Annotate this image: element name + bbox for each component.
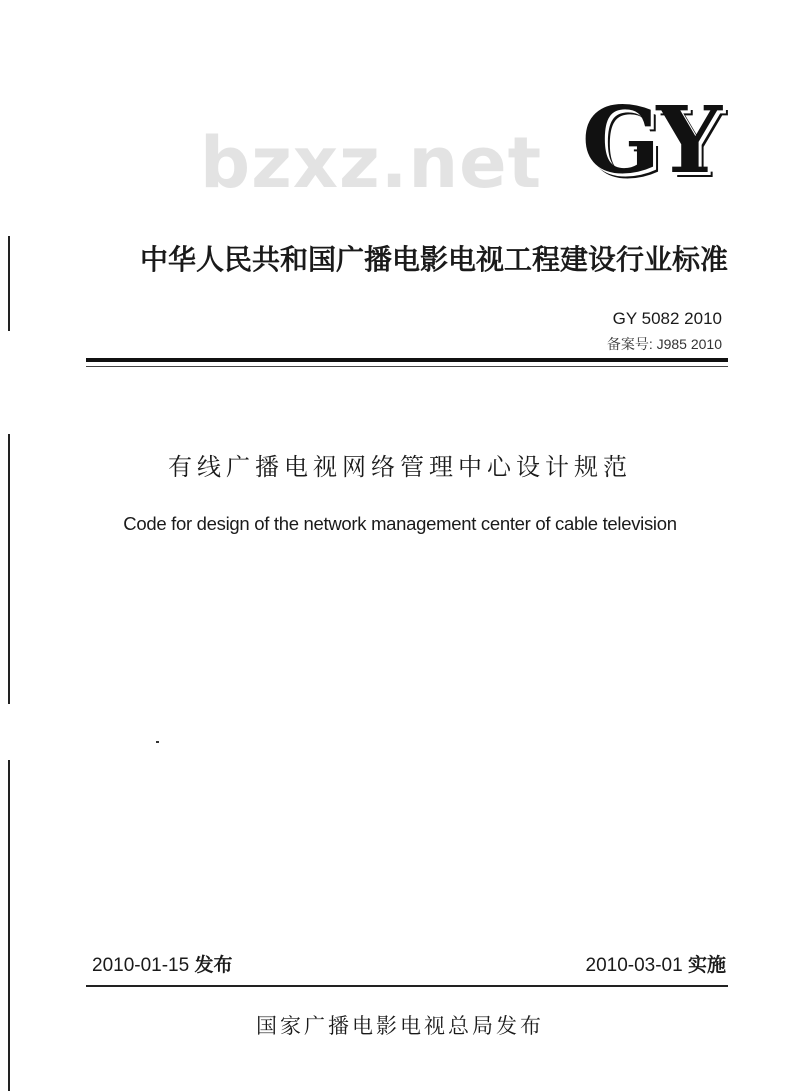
watermark: bzxz.net <box>200 122 543 204</box>
header-rule-thin <box>86 366 728 367</box>
issue-date <box>92 950 233 977</box>
issue-label: 发布 <box>194 954 233 976</box>
implementation-date-value: 2010-03-01 <box>585 955 683 976</box>
implementation-label: 实施 <box>687 954 726 976</box>
publisher: 国家广播电影电视总局发布 <box>256 1014 544 1038</box>
scan-speck <box>156 741 159 743</box>
filing-number: 备案号: J985 2010 <box>606 336 722 352</box>
scan-edge-line-bottom <box>8 760 10 1091</box>
standard-code: GY 5082 2010 <box>612 309 722 328</box>
document-title-english: Code for design of the network management center of cable television <box>123 513 677 534</box>
industry-standard-title: 中华人民共和国广播电影电视工程建设行业标准 <box>139 243 728 276</box>
issue-date-value: 2010-01-15 <box>92 955 190 976</box>
implementation-date <box>586 950 727 977</box>
footer-rule <box>86 985 728 987</box>
document-title-chinese: 有线广播电视网络管理中心设计规范 <box>168 453 632 481</box>
header-rule-thick <box>86 358 728 362</box>
gy-logo: GY <box>581 86 718 194</box>
